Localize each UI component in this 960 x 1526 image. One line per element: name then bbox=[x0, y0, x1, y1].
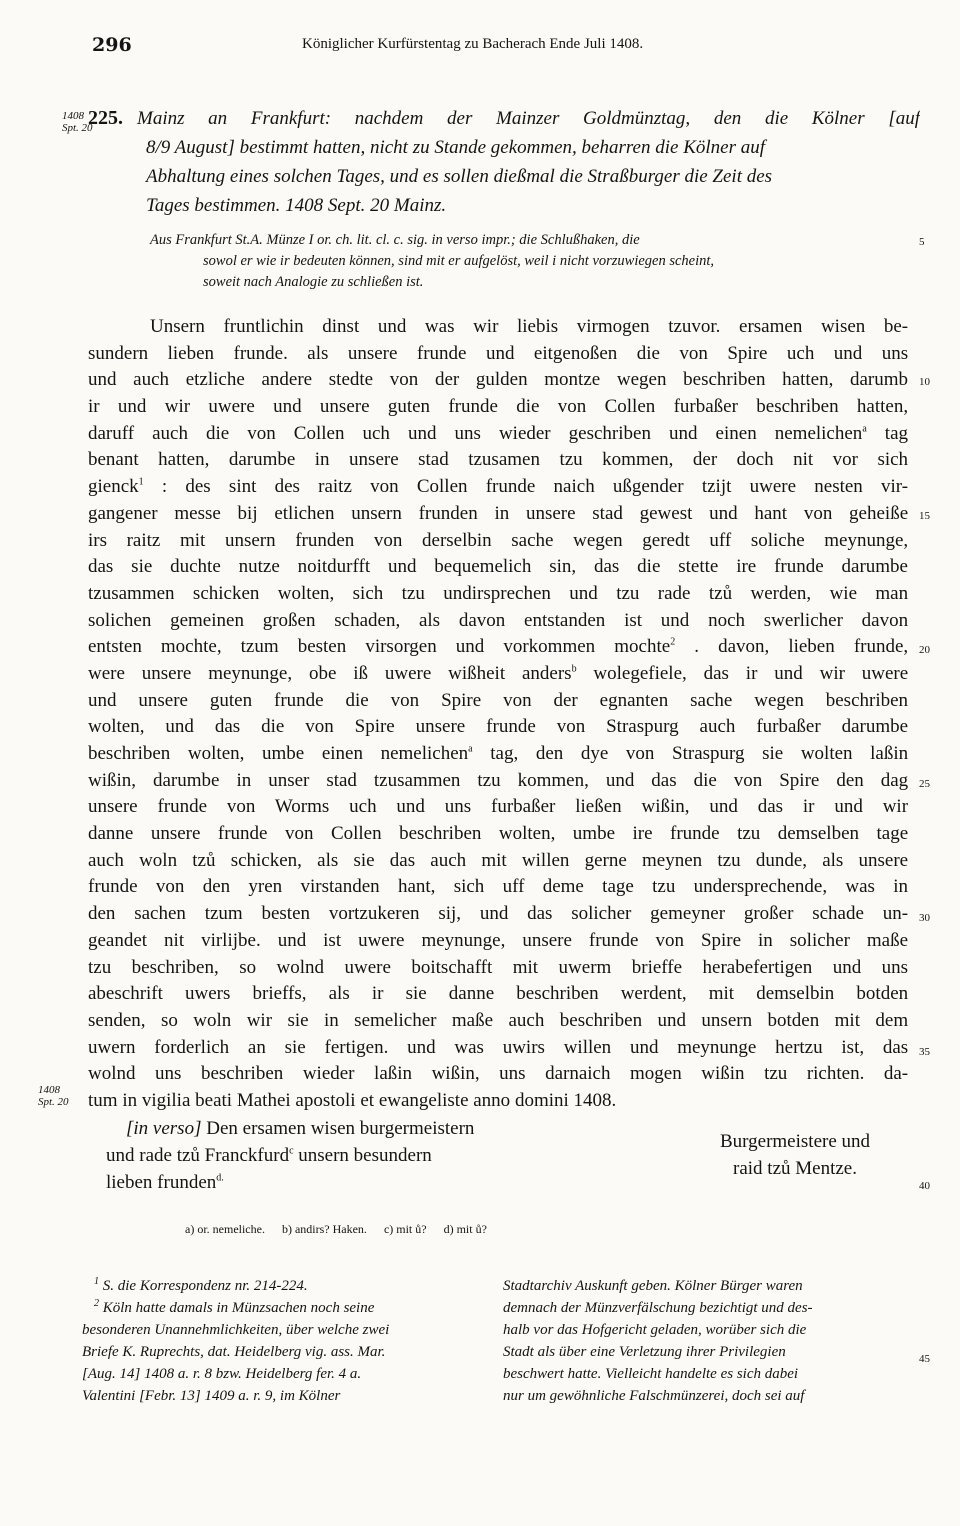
superscript-marker: 2 bbox=[670, 636, 676, 648]
body-line: und auch etzliche andere stedte von der gulden montze wegen beschriben hatten, darumb bbox=[88, 369, 908, 391]
body-line: benant hatten, darumbe in unsere stad tzusamen tzu kommen, der doch nit vor sich bbox=[88, 449, 908, 471]
body-line: uwern forderlich an sie fertigen. und was uwirs willen und meynunge hertzu ist, das bbox=[88, 1036, 908, 1058]
source-note bbox=[150, 230, 920, 293]
footnote-line: $^1$ S. die Korrespondenz nr. 214-224. bbox=[94, 1276, 308, 1294]
superscript-marker: a bbox=[862, 423, 867, 435]
body-line: gienck$^1$ : des sint des raitz von Collen frunde naich ußgender tzijt uwere nesten vir- bbox=[88, 476, 908, 498]
body-line: sundern lieben frunde. als unsere frunde und eitgenoßen die von Spire uch und uns bbox=[88, 342, 908, 364]
body-line: gangener messe bij etlichen unsern frunden in unsere stad gewest und hant von geheiße bbox=[88, 502, 908, 524]
body-line: unsere frunde von Worms uch und uns furbaßer ließen wißin, und das ir und wir bbox=[88, 796, 908, 818]
address-line: [in verso] Den ersamen wisen burgermeistern bbox=[126, 1118, 475, 1139]
footnote-line: halb vor das Hofgericht geladen, worüber sich die bbox=[503, 1322, 807, 1338]
body-line: danne unsere frunde von Collen beschriben wolten, umbe ire frunde tzu demselben tage bbox=[88, 823, 908, 845]
body-line: wißin, darumbe in unser stad tzusammen tzu kommen, und das die von Spire den dag bbox=[88, 769, 908, 791]
signature-line: Burgermeistere und bbox=[719, 1131, 871, 1152]
line-number: 20 bbox=[919, 644, 930, 656]
footnotes-left-column bbox=[82, 1275, 482, 1407]
source-note-line: Aus Frankfurt St.A. Münze I or. ch. lit. cl. c. sig. in verso impr.; die Schlußhaken, die bbox=[150, 232, 640, 248]
footnote-line: beschwert hatte. Vielleicht handelte es sich dabei bbox=[503, 1366, 799, 1382]
body-line: tum in vigilia beati Mathei apostoli et ewangeliste anno domini 1408. bbox=[88, 1089, 617, 1111]
footnote-line: Briefe K. Ruprechts, dat. Heidelberg vig. ass. Mar. bbox=[82, 1344, 386, 1360]
variant-note: d) mit ů? bbox=[443, 1222, 487, 1236]
footnote-marker: 1 bbox=[94, 1276, 99, 1287]
body-line: frunde von den yren virstanden hant, sich uff deme tage tzu undersprechende, was in bbox=[88, 876, 908, 898]
address-line: lieben frunden$^{d.}$ bbox=[106, 1172, 224, 1193]
body-line: auch woln tzů schicken, als sie das auch mit willen gerne meynen tzu dunde, als unsere bbox=[88, 849, 908, 871]
entry-number: 225. bbox=[88, 107, 123, 129]
running-title: Königlicher Kurfürstentag zu Bacherach Ende Juli 1408. bbox=[302, 36, 644, 52]
body-line: were unsere meynunge, obe iß uwere wißheit anders$^b$ wolegefiele, das ir und wir uwere bbox=[88, 662, 908, 684]
body-line: senden, so woln wir sie in semelicher maße auch beschriben und unsern botden mit dem bbox=[88, 1009, 908, 1031]
variant-note: b) andirs? Haken. bbox=[281, 1222, 367, 1236]
body-line: den sachen tzum besten vortzukeren sij, und das solicher gemeyner großer schade un- bbox=[88, 903, 908, 925]
body-line: wolten, und das die von Spire unsere frunde von Straspurg auch furbaßer darumbe bbox=[88, 716, 908, 738]
margin-date-year: 1408 bbox=[62, 110, 84, 122]
address-tag: [in verso] bbox=[126, 1118, 202, 1139]
footnotes-right-column bbox=[503, 1275, 908, 1407]
footnote-line: Stadt als über eine Verletzung ihrer Privilegien bbox=[503, 1344, 786, 1360]
source-note-line: sowol er wie ir bedeuten können, sind mit er aufgelöst, weil i nicht vorzuwiegen scheint, bbox=[203, 253, 715, 269]
line-number: 30 bbox=[919, 912, 930, 924]
superscript-marker: b bbox=[571, 663, 577, 675]
source-note-line: soweit nach Analogie zu schließen ist. bbox=[203, 274, 424, 290]
footnote-line: Valentini [Febr. 13] 1409 a. r. 9, im Kölner bbox=[82, 1388, 341, 1404]
heading-line: Abhaltung eines solchen Tages, und es sollen dießmal die Straßburger die Zeit des bbox=[146, 166, 773, 187]
letter-body bbox=[88, 314, 908, 1115]
body-line: das sie duchte nutze noitdurfft und bequemelich sin, das die stette ire frunde darumbe bbox=[88, 556, 908, 578]
body-line: irs raitz mit unsern frunden von derselbin sache wegen geredt uff soliche meynunge, bbox=[88, 529, 908, 551]
entry-heading bbox=[88, 104, 920, 220]
address-block bbox=[106, 1115, 546, 1196]
footnote-line: Stadtarchiv Auskunft geben. Kölner Bürger waren bbox=[503, 1278, 803, 1294]
body-line: daruff auch die von Collen uch und uns wieder geschriben und einen nemelichen$^a$ tag bbox=[88, 422, 908, 444]
heading-line: 8/9 August] bestimmt hatten, nicht zu Stande gekommen, beharren die Kölner auf bbox=[146, 137, 766, 158]
margin-date-day: Spt. 20 bbox=[62, 122, 93, 134]
line-number: 45 bbox=[919, 1353, 930, 1365]
body-line: abeschrift uwers brieffs, als ir sie danne beschriben werdent, mit demselbin botden bbox=[88, 983, 908, 1005]
variant-note: c) mit ů? bbox=[383, 1222, 427, 1236]
heading-line: Tages bestimmen. 1408 Sept. 20 Mainz. bbox=[146, 195, 447, 216]
body-line: geandet nit virlijbe. und ist uwere meynunge, unsere frunde von Spire in solicher maße bbox=[88, 929, 908, 951]
body-line: Unsern fruntlichin dinst und was wir liebis virmogen tzuvor. ersamen wisen be- bbox=[150, 316, 908, 337]
address-line: und rade tzů Franckfurd$^c$ unsern besundern bbox=[106, 1145, 432, 1166]
variant-note: a) or. nemeliche. bbox=[185, 1222, 265, 1236]
superscript-marker: 1 bbox=[138, 476, 144, 488]
margin-date-year: 1408 bbox=[38, 1084, 60, 1096]
footnote-line: besonderen Unannehmlichkeiten, über welche zwei bbox=[82, 1322, 390, 1338]
heading-line: 225. Mainz an Frankfurt: nachdem der Mainzer Goldmünztag, den die Kölner [auf bbox=[88, 107, 920, 129]
body-line: beschriben wolten, umbe einen nemelichen$^a$ tag, den dye von Straspurg sie wolten laßin bbox=[88, 743, 908, 764]
margin-date-bottom bbox=[38, 1084, 69, 1108]
line-number: 15 bbox=[919, 510, 930, 522]
body-line: entsten mochte, tzum besten virsorgen und vorkommen mochte$^2$ . davon, lieben frunde, bbox=[88, 636, 908, 658]
running-head bbox=[92, 34, 912, 60]
body-line: tzusammen schicken wolten, sich tzu undirsprechen und tzu rade tzů werden, wie man bbox=[88, 582, 908, 604]
footnote-line: [Aug. 14] 1408 a. r. 8 bzw. Heidelberg fer. 4 a. bbox=[82, 1366, 362, 1382]
line-number: 25 bbox=[919, 778, 930, 790]
superscript-marker: a bbox=[468, 743, 473, 755]
signature-line: raid tzů Mentze. bbox=[733, 1158, 857, 1179]
body-line: tzu beschriben, so wolnd uwere boitschafft mit uwerm brieffe herabefertigen und uns bbox=[88, 956, 908, 978]
footnote-line: nur um gewöhnliche Falschmünzerei, doch sei auf bbox=[503, 1388, 805, 1404]
footnote-marker: 2 bbox=[94, 1298, 99, 1309]
footnote-line: $^2$ Köln hatte damals in Münzsachen noch seine bbox=[94, 1298, 375, 1316]
line-number: 5 bbox=[919, 236, 925, 248]
page-number: 296 bbox=[92, 34, 132, 56]
line-number: 35 bbox=[919, 1046, 930, 1058]
footnote-line: demnach der Münzverfälschung bezichtigt und des- bbox=[503, 1300, 813, 1316]
signature-block bbox=[690, 1128, 900, 1182]
margin-date-day: Spt. 20 bbox=[38, 1096, 69, 1108]
body-line: wolnd uns beschriben wieder laßin wißin, uns darnaich mogen wißin tzu richten. da- bbox=[88, 1063, 908, 1085]
body-line: solichen gemeinen großen schaden, als davon entstanden ist und noch swerlicher davon bbox=[88, 609, 908, 631]
body-line: und unsere guten frunde die von Spire von der egnanten sache wegen beschriben bbox=[88, 689, 908, 711]
body-line: ir und wir uwere und unsere guten frunde die von Collen furbaßer beschriben hatten, bbox=[88, 396, 908, 418]
variant-readings bbox=[185, 1222, 785, 1237]
line-number: 40 bbox=[919, 1180, 930, 1192]
line-number: 10 bbox=[919, 376, 930, 388]
